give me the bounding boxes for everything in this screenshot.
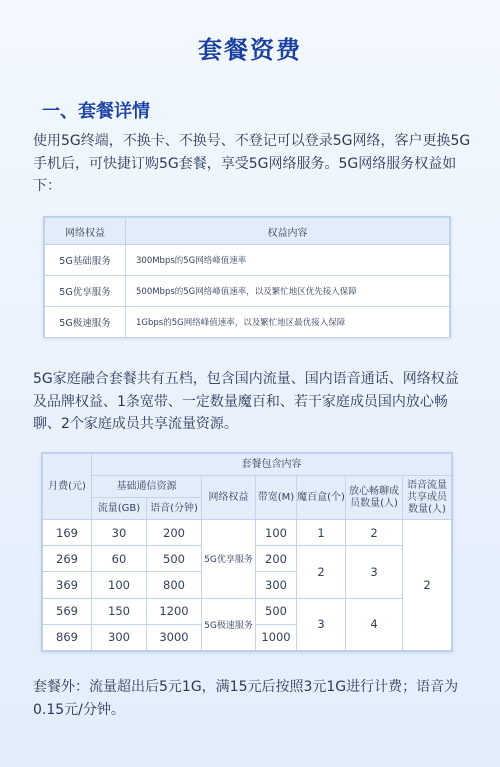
header-network-rights: 网络权益 <box>202 476 256 520</box>
fee-cell: 369 <box>43 572 92 598</box>
data-cell: 300 <box>92 624 147 650</box>
section-heading: 一、套餐详情 <box>42 101 150 122</box>
header-fee: 月费(元) <box>43 454 92 520</box>
package-pricing-table <box>41 452 453 652</box>
header-package-content: 套餐包含内容 <box>92 454 452 476</box>
voice-cell: 200 <box>147 520 202 546</box>
fee-cell: 569 <box>43 598 92 624</box>
content-cell: 1Gbps的5G网络峰值速率，以及繁忙地区最优接入保障 <box>126 307 450 338</box>
table-row <box>43 598 452 624</box>
intro-paragraph: 使用5G终端，不换卡、不换号、不登记可以登录5G网络，客户更换5G手机后，可快捷订购5G套餐，享受5G网络服务。5G网络服务权益如下： <box>33 133 471 194</box>
fee-cell: 169 <box>43 520 92 546</box>
bandwidth-cell: 100 <box>256 520 297 546</box>
data-cell: 30 <box>92 520 147 546</box>
voice-cell: 3000 <box>147 624 202 650</box>
voice-cell: 1200 <box>147 598 202 624</box>
data-cell: 100 <box>92 572 147 598</box>
chat-cell: 4 <box>346 598 403 650</box>
voice-cell: 800 <box>147 572 202 598</box>
content-cell: 500Mbps的5G网络峰值速率，以及繁忙地区优先接入保障 <box>126 276 450 307</box>
table-row <box>43 520 452 546</box>
service-cell: 5G优享服务 <box>45 276 126 307</box>
rights-cell: 5G优享服务 <box>202 520 256 599</box>
header-chat-members: 放心畅聊成员数量(人) <box>346 476 403 520</box>
chat-cell: 2 <box>346 520 403 546</box>
header-voice: 语音(分钟) <box>147 498 202 520</box>
table-row <box>45 307 450 338</box>
mobox-cell: 2 <box>297 546 346 598</box>
network-rights-table <box>43 216 451 338</box>
content-cell: 300Mbps的5G网络峰值速率 <box>126 245 450 276</box>
bandwidth-cell: 500 <box>256 598 297 624</box>
bandwidth-cell: 200 <box>256 546 297 572</box>
service-cell: 5G基础服务 <box>45 245 126 276</box>
service-cell: 5G极速服务 <box>45 307 126 338</box>
data-cell: 60 <box>92 546 147 572</box>
header-data: 流量(GB) <box>92 498 147 520</box>
header-content: 权益内容 <box>126 218 450 245</box>
voice-cell: 500 <box>147 546 202 572</box>
bandwidth-cell: 300 <box>256 572 297 598</box>
header-basic-resources: 基础通信资源 <box>92 476 202 498</box>
mobox-cell: 3 <box>297 598 346 650</box>
fee-cell: 269 <box>43 546 92 572</box>
data-cell: 150 <box>92 598 147 624</box>
table-row <box>45 245 450 276</box>
page-title: 套餐资费 <box>198 36 302 64</box>
share-cell: 2 <box>403 520 452 651</box>
mobox-cell: 1 <box>297 520 346 546</box>
chat-cell: 3 <box>346 546 403 598</box>
header-rights: 网络权益 <box>45 218 126 245</box>
header-mobox: 魔百盒(个) <box>297 476 346 520</box>
rights-cell: 5G极速服务 <box>202 598 256 650</box>
table-row <box>45 276 450 307</box>
bandwidth-cell: 1000 <box>256 624 297 650</box>
header-bandwidth: 带宽(M) <box>256 476 297 520</box>
fee-cell: 869 <box>43 624 92 650</box>
family-package-paragraph: 5G家庭融合套餐共有五档，包含国内流量、国内语音通话、网络权益及品牌权益、1条宽带、一定数量魔百和、若干家庭成员国内放心畅聊、2个家庭成员共享流量资源。 <box>33 371 459 432</box>
header-share-members: 语音流量共享成员数量(人) <box>403 476 452 520</box>
extra-charges-paragraph: 套餐外：流量超出后5元1G，满15元后按照3元1G进行计费；语音为0.15元/分钟。 <box>33 679 459 718</box>
